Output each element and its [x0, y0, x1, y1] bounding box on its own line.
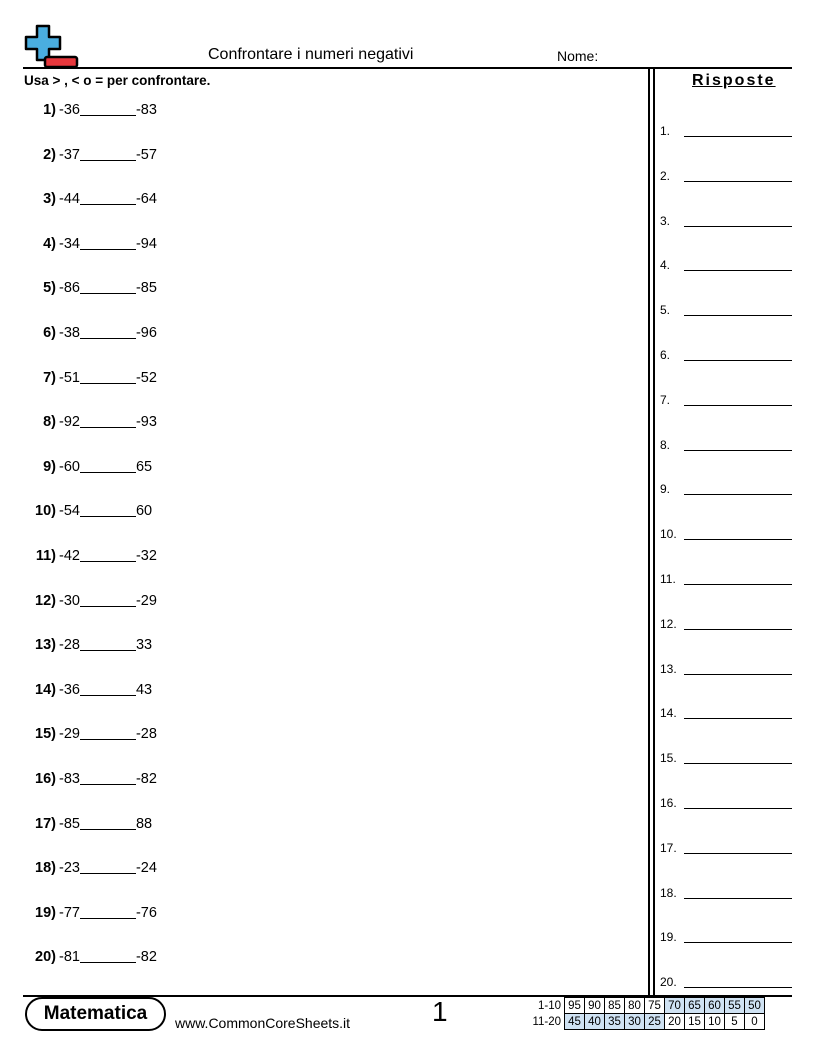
answer-blank[interactable] [80, 948, 136, 963]
answer-line[interactable] [684, 539, 792, 540]
problem-right-value: -32 [135, 548, 157, 564]
problem-number: 11) [35, 548, 56, 564]
answer-number: 5. [660, 303, 671, 318]
problem-item [24, 859, 157, 879]
problem-left-value: -86 [59, 280, 80, 297]
score-cell: 50 [745, 998, 765, 1014]
score-row-label: 1-10 [537, 999, 561, 1012]
answer-line[interactable] [684, 629, 792, 630]
problem-item [24, 458, 152, 478]
answer-line[interactable] [684, 674, 792, 675]
score-cell: 5 [725, 1014, 745, 1030]
problem-right-value: 33 [135, 637, 153, 654]
answers-title: Risposte [692, 72, 776, 89]
problem-item [24, 279, 157, 299]
problem-right-value: -82 [135, 771, 157, 787]
answer-number: 4. [660, 258, 671, 273]
problem-right-value: 65 [135, 458, 153, 475]
problem-right-value: -94 [135, 235, 157, 252]
answer-item [660, 841, 677, 855]
answer-blank[interactable] [80, 101, 136, 116]
problem-left-value: -60 [59, 458, 80, 475]
problem-number: 9) [43, 458, 56, 475]
score-cell: 20 [665, 1014, 685, 1030]
problem-number: 5) [43, 280, 56, 297]
problem-number: 17) [35, 815, 56, 832]
answer-number: 3. [660, 213, 671, 228]
column-divider-left [648, 68, 650, 996]
problem-number: 4) [43, 235, 56, 252]
problem-item [24, 235, 157, 255]
problem-left-value: -51 [59, 369, 80, 386]
problem-item [24, 547, 157, 567]
score-cell: 35 [605, 1014, 625, 1030]
answer-number: 2. [660, 168, 671, 183]
site-url: www.CommonCoreSheets.it [175, 1015, 351, 1031]
score-cell: 80 [625, 998, 645, 1014]
answer-number: 12. [660, 616, 677, 631]
problem-right-value: -85 [135, 280, 157, 297]
answer-item [660, 617, 677, 631]
score-cell: 90 [585, 998, 605, 1014]
answer-number: 1. [660, 124, 671, 138]
header-divider [23, 67, 792, 69]
problem-item [24, 324, 157, 344]
answer-number: 13. [660, 661, 677, 676]
answer-line[interactable] [684, 450, 792, 451]
problem-item [24, 636, 152, 656]
answer-line[interactable] [684, 808, 792, 809]
answer-line[interactable] [684, 494, 792, 495]
score-cell: 10 [705, 1014, 725, 1030]
instructions: Usa > , < o = per confrontare. [24, 73, 211, 88]
answer-item [660, 572, 676, 586]
problem-number: 16) [35, 771, 56, 787]
answer-blank[interactable] [80, 235, 136, 250]
answer-line[interactable] [684, 942, 792, 943]
answer-item [660, 796, 677, 810]
score-cell: 70 [665, 998, 685, 1014]
problem-item [24, 725, 157, 745]
answer-item [660, 706, 677, 720]
score-cell: 55 [725, 998, 745, 1014]
problem-left-value: -54 [59, 503, 80, 520]
problem-left-value: -38 [59, 325, 80, 341]
problem-number: 20) [35, 949, 56, 966]
answer-number: 20. [660, 975, 677, 990]
score-cell: 95 [565, 998, 585, 1014]
answer-line[interactable] [684, 987, 792, 988]
answer-line[interactable] [684, 405, 792, 406]
problem-item [24, 101, 157, 121]
score-row [528, 1014, 765, 1030]
page-number: 1 [432, 996, 448, 1027]
answer-blank[interactable] [80, 279, 136, 294]
answer-blank[interactable] [80, 592, 136, 607]
problem-left-value: -42 [59, 548, 80, 564]
problem-number: 19) [35, 904, 56, 921]
worksheet-title: Confrontare i numeri negativi [208, 46, 414, 63]
problem-right-value: -93 [135, 414, 157, 431]
answer-blank[interactable] [80, 770, 136, 785]
answer-line[interactable] [684, 360, 792, 361]
answer-line[interactable] [684, 718, 792, 719]
problem-item [24, 502, 152, 522]
problem-left-value: -81 [59, 949, 80, 966]
problem-number: 15) [35, 726, 56, 743]
problem-number: 18) [35, 860, 56, 877]
answer-item [660, 482, 670, 496]
problem-right-value: 43 [135, 681, 153, 698]
problem-left-value: -30 [59, 592, 80, 609]
problem-left-value: -36 [59, 102, 80, 118]
answer-blank[interactable] [80, 859, 136, 874]
answer-blank[interactable] [80, 904, 136, 919]
score-row-label: 11-20 [532, 1015, 561, 1028]
answer-line[interactable] [684, 763, 792, 764]
answer-blank[interactable] [80, 146, 136, 161]
answer-item [660, 214, 670, 228]
score-cell: 25 [645, 1014, 665, 1030]
problem-number: 7) [43, 369, 56, 386]
problem-number: 1) [43, 102, 56, 118]
problem-left-value: -44 [59, 191, 80, 208]
answer-item [660, 258, 670, 272]
answer-item [660, 438, 670, 452]
answer-item [660, 930, 677, 944]
answer-item [660, 751, 677, 765]
problem-number: 13) [35, 637, 56, 654]
answer-item [660, 124, 670, 138]
answer-number: 6. [660, 348, 671, 362]
problem-item [24, 681, 152, 701]
problem-right-value: -57 [135, 146, 157, 163]
answer-blank[interactable] [80, 458, 136, 473]
answer-item [660, 169, 670, 183]
problem-left-value: -37 [59, 146, 80, 163]
answer-blank[interactable] [80, 725, 136, 740]
answer-number: 19. [660, 930, 677, 945]
answer-blank[interactable] [80, 502, 136, 517]
answer-line[interactable] [684, 226, 792, 227]
score-cell: 85 [605, 998, 625, 1014]
problem-number: 12) [35, 592, 56, 609]
score-cell: 60 [705, 998, 725, 1014]
brand-badge: Matematica [25, 997, 166, 1031]
problem-right-value: -24 [135, 860, 157, 877]
problem-right-value: 60 [135, 503, 153, 520]
answer-line[interactable] [684, 181, 792, 182]
answer-blank[interactable] [80, 369, 136, 384]
problem-item [24, 413, 157, 433]
answer-number: 8. [660, 437, 671, 452]
answer-blank[interactable] [80, 190, 136, 205]
answer-item [660, 303, 670, 317]
answer-line[interactable] [684, 270, 792, 271]
name-label: Nome: [557, 48, 599, 64]
answer-blank[interactable] [80, 815, 136, 830]
answer-number: 17. [660, 840, 677, 855]
score-cell: 30 [625, 1014, 645, 1030]
problem-left-value: -83 [59, 771, 80, 787]
answer-blank[interactable] [80, 413, 136, 428]
problem-number: 3) [43, 191, 56, 208]
problem-right-value: -76 [135, 904, 157, 921]
answer-line[interactable] [684, 584, 792, 585]
answer-item [660, 348, 670, 362]
answer-number: 9. [660, 482, 671, 497]
problem-number: 14) [35, 681, 56, 698]
problem-item [24, 770, 157, 790]
answer-item [660, 393, 670, 407]
answer-number: 18. [660, 885, 677, 900]
problem-left-value: -23 [59, 860, 80, 877]
answer-number: 7. [660, 392, 671, 407]
column-divider-right [653, 68, 655, 996]
answer-number: 10. [660, 527, 677, 542]
problem-left-value: -29 [59, 726, 80, 743]
score-cell: 65 [685, 998, 705, 1014]
problem-right-value: -52 [135, 369, 157, 386]
score-cell: 75 [645, 998, 665, 1014]
problem-item [24, 948, 157, 968]
score-table [528, 997, 765, 1030]
problem-number: 8) [43, 414, 56, 431]
score-cell: 40 [585, 1014, 605, 1030]
answer-item [660, 886, 677, 900]
problem-right-value: 88 [135, 815, 153, 832]
problem-number: 10) [35, 503, 56, 520]
plus-minus-logo-icon [23, 24, 81, 70]
problem-item [24, 815, 152, 835]
score-cell: 15 [685, 1014, 705, 1030]
problem-right-value: -96 [135, 325, 157, 341]
problem-right-value: -83 [135, 102, 157, 118]
problem-item [24, 592, 157, 612]
answer-item [660, 527, 677, 541]
answer-line[interactable] [684, 315, 792, 316]
answer-number: 11. [660, 572, 676, 586]
answer-blank[interactable] [80, 324, 136, 339]
answer-item [660, 975, 677, 989]
problem-left-value: -36 [59, 681, 80, 698]
answer-line[interactable] [684, 136, 792, 137]
problem-number: 6) [43, 325, 56, 341]
problem-item [24, 369, 157, 389]
problem-left-value: -77 [59, 904, 80, 921]
problem-left-value: -92 [59, 414, 80, 431]
score-row [528, 998, 765, 1014]
problem-item [24, 190, 157, 210]
answer-line[interactable] [684, 898, 792, 899]
problem-right-value: -28 [135, 726, 157, 743]
answer-line[interactable] [684, 853, 792, 854]
problem-left-value: -34 [59, 235, 80, 252]
answer-number: 14. [660, 706, 677, 721]
problem-number: 2) [43, 146, 56, 163]
problem-left-value: -28 [59, 637, 80, 654]
answer-item [660, 662, 677, 676]
problem-item [24, 146, 157, 166]
answer-number: 16. [660, 796, 677, 810]
problem-right-value: -64 [135, 191, 157, 208]
problem-right-value: -82 [135, 949, 157, 966]
answer-blank[interactable] [80, 681, 136, 696]
score-cell: 45 [565, 1014, 585, 1030]
problem-left-value: -85 [59, 815, 80, 832]
problem-item [24, 904, 157, 924]
answer-blank[interactable] [80, 547, 136, 562]
problem-right-value: -29 [135, 592, 157, 609]
score-cell: 0 [745, 1014, 765, 1030]
answer-blank[interactable] [80, 636, 136, 651]
answer-number: 15. [660, 751, 677, 766]
